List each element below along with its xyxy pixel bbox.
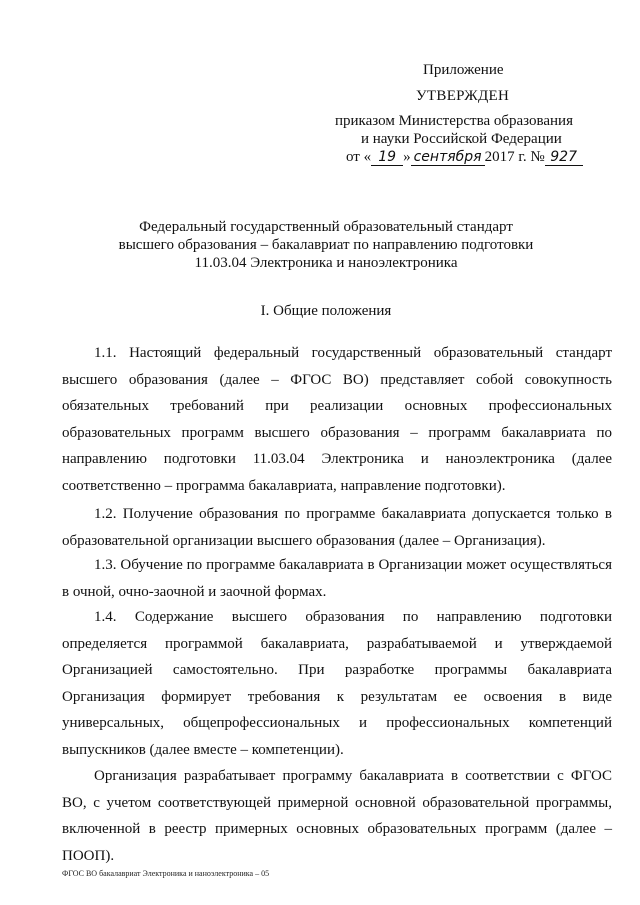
paragraph-1-4: 1.4. Содержание высшего образования по направлению подготовки определяется программой бакалавриата, разрабатываемой и утверждаемой Организацией самостоятельно. При разработке программы бакалавриата Организация формирует требования к результатам ее освоения в виде универсальных, общепрофессиональных и профессиональных компетенций выпускников (далее вместе – компетенции). xyxy=(62,609,612,758)
paragraph-1-2: 1.2. Получение образования по программе бакалавриата допускается только в образовательной организации высшего образования (далее – Организация). xyxy=(62,506,612,549)
paragraph-1-1: 1.1. Настоящий федеральный государственный образовательный стандарт высшего образования (далее – ФГОС ВО) представляет собой совокупность обязательных требований при реализации основных профессиональных образовательных программ высшего образования – программ бакалавриата по направлению подготовки 11.03.04 Электроника и наноэлектроника (далее соответственно – программа бакалавриата, направление подготовки). xyxy=(62,345,612,494)
section-heading: I. Общие положения xyxy=(260,303,392,319)
paragraph-organization: Организация разрабатывает программу бакалавриата в соответствии с ФГОС ВО, с учетом соответствующей примерной основной образовательной программы, включенной в реестр примерных основных образовательных программ (далее – ПООП). xyxy=(62,768,612,864)
order-line-1: приказом Министерства образования xyxy=(335,113,573,129)
appendix-label: Приложение xyxy=(423,62,504,78)
order-date-line xyxy=(346,149,583,166)
document-title-line-2: высшего образования – бакалавриат по направлению подготовки xyxy=(118,237,534,253)
document-title-line-3: 11.03.04 Электроника и наноэлектроника xyxy=(194,255,458,271)
order-month: сентября xyxy=(411,149,485,166)
approved-label: УТВЕРЖДЕН xyxy=(416,88,510,104)
document-title-line-1: Федеральный государственный образовательный стандарт xyxy=(139,219,513,235)
order-year: 2017 г. № xyxy=(484,149,545,165)
order-line-2: и науки Российской Федерации xyxy=(361,131,562,147)
order-from-text: от « xyxy=(346,149,372,165)
order-number: 927 xyxy=(545,149,583,166)
order-day: 19 xyxy=(371,149,403,166)
paragraph-1-3: 1.3. Обучение по программе бакалавриата в Организации может осуществляться в очной, очно-заочной и заочной формах. xyxy=(62,557,612,600)
order-close-quote: » xyxy=(403,149,411,165)
page-footer: ФГОС ВО бакалавриат Электроника и наноэлектроника – 05 xyxy=(62,869,270,878)
